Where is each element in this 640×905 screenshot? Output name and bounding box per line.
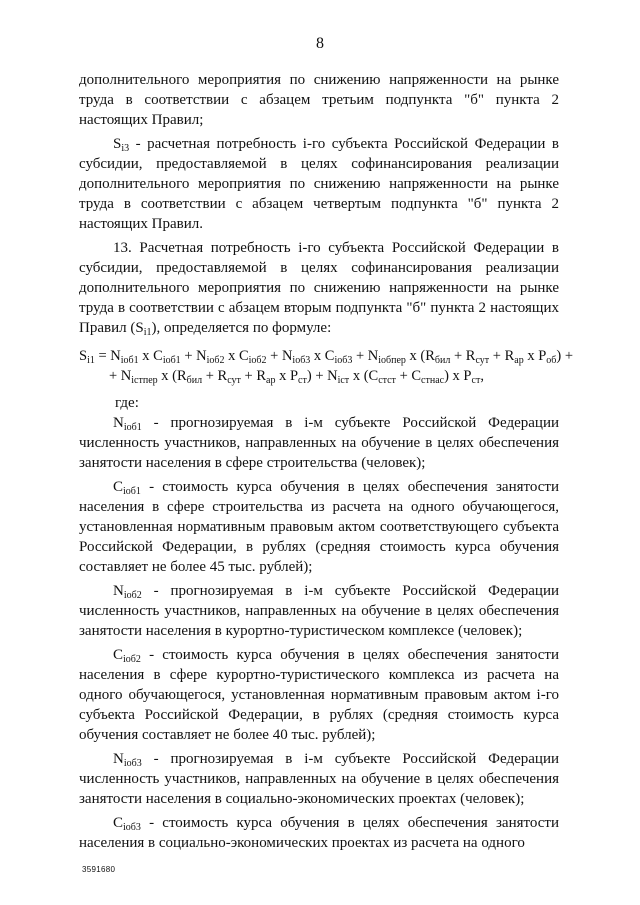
- formula-term: x P: [275, 368, 299, 384]
- paragraph-tail: ), определяется по формуле:: [151, 320, 332, 336]
- formula-subscript: iоб2: [206, 355, 225, 366]
- symbol: S: [113, 136, 122, 152]
- definition-subscript: iоб2: [123, 654, 141, 665]
- definition-text: - стоимость курса обучения в целях обеспечения занятости населения в сфере курортно-туристического комплекса из расчета на одного обучающегося, установленная нормативным правовым актом i-го субъекта Российской Федерации, в рублях (средняя стоимость курса обучения составляет не более 40 тыс. рублей);: [79, 647, 559, 743]
- formula-line-1: [79, 346, 574, 366]
- page-number: 8: [316, 35, 324, 52]
- formula-term: + R: [202, 368, 228, 384]
- formula-subscript: iоб3: [334, 355, 353, 366]
- formula-term: + R: [240, 368, 267, 384]
- formula-term: + N: [109, 368, 132, 384]
- formula-subscript: iстпер: [131, 375, 158, 386]
- formula-subscript: iоб1: [162, 355, 181, 366]
- formula-subscript: сут: [475, 355, 490, 366]
- definition-subscript: iоб3: [123, 758, 142, 769]
- definition-symbol: C: [113, 815, 124, 831]
- formula-term: x C: [224, 348, 249, 364]
- formula-term: ) + N: [306, 368, 338, 384]
- formula-term: = N: [94, 348, 121, 364]
- formula-term: ,: [480, 368, 484, 384]
- formula-subscript: стст: [378, 375, 396, 386]
- definition-subscript: iоб1: [123, 486, 141, 497]
- definition-subscript: iоб3: [123, 822, 141, 833]
- formula-subscript: об: [546, 355, 557, 366]
- definition-paragraph: [79, 413, 559, 473]
- paragraph-text: дополнительного мероприятия по снижению напряженности на рынке труда в соответствии с абзацем третьим подпункта "б" пункта 2 настоящих Правил;: [79, 72, 559, 128]
- definition-paragraph: [79, 477, 559, 577]
- formula-subscript: iоб3: [292, 355, 311, 366]
- formula-subscript: i1: [87, 355, 95, 366]
- formula-line-2: [79, 366, 564, 386]
- definition-paragraph: [79, 581, 559, 641]
- definition-symbol: N: [113, 583, 124, 599]
- formula: [79, 346, 574, 386]
- formula-term: x C: [310, 348, 335, 364]
- formula-term: + N: [352, 348, 379, 364]
- definition-symbol: C: [113, 479, 124, 495]
- formula-subscript: сут: [227, 375, 241, 386]
- definition-text: - прогнозируемая в i-м субъекте Российской Федерации численность участников, направленных на обучение в целях обеспечения занятости населения в курортно-туристическом комплексе (человек);: [79, 583, 559, 639]
- paragraph-continuation: [79, 70, 559, 130]
- formula-subscript: iобпер: [378, 355, 406, 366]
- formula-subscript: ар: [266, 375, 276, 386]
- formula-subscript: стнас: [421, 375, 445, 386]
- formula-term: S: [79, 348, 88, 364]
- formula-subscript: ст: [298, 375, 307, 386]
- formula-term: + N: [266, 348, 293, 364]
- formula-term: ) +: [556, 348, 574, 364]
- formula-subscript: бил: [186, 375, 203, 386]
- formula-term: x (R: [405, 348, 435, 364]
- formula-term: ) x P: [444, 368, 472, 384]
- definition-symbol: N: [113, 415, 124, 431]
- definition-text: - прогнозируемая в i-м субъекте Российской Федерации численность участников, направленных на обучение в целях обеспечения занятости населения в сфере строительства (человек);: [79, 415, 559, 471]
- formula-subscript: ар: [514, 355, 524, 366]
- formula-term: x P: [523, 348, 547, 364]
- formula-term: + N: [180, 348, 207, 364]
- paragraph-text: - расчетная потребность i-го субъекта Российской Федерации в субсидии, предоставляемой в целях софинансирования реализации дополнительного мероприятия по снижению напряженности на рынке труда в соответствии с абзацем четвертым подпункта "б" пункта 2 настоящих Правил.: [79, 136, 559, 232]
- formula-term: + R: [450, 348, 476, 364]
- formula-subscript: бил: [434, 355, 451, 366]
- formula-term: + C: [395, 368, 422, 384]
- definition-subscript: iоб2: [123, 590, 142, 601]
- formula-term: x (R: [157, 368, 187, 384]
- definition-symbol: C: [113, 647, 124, 663]
- paragraph-text: 13. Расчетная потребность i-го субъекта Российской Федерации в субсидии, предоставляемой в целях софинансирования реализации дополнительного мероприятия по снижению напряженности на рынке труда в соответствии с абзацем вторым подпункта "б" пункта 2 настоящих Правил (S: [79, 240, 559, 336]
- formula-subscript: iоб1: [120, 355, 139, 366]
- definition-subscript: iоб1: [123, 422, 142, 433]
- where-label: где:: [115, 395, 139, 411]
- definition-symbol: N: [113, 751, 124, 767]
- definition-text: - стоимость курса обучения в целях обеспечения занятости населения в социально-экономических проектах из расчета на одного: [79, 815, 559, 851]
- formula-term: x (C: [349, 368, 379, 384]
- symbol-subscript: i1: [143, 327, 152, 338]
- body-top: [79, 70, 559, 342]
- paragraph-si3-definition: [79, 134, 559, 234]
- definition-paragraph: [79, 645, 559, 745]
- definition-paragraph: [79, 749, 559, 809]
- formula-subscript: ст: [471, 375, 481, 386]
- formula-term: + R: [489, 348, 515, 364]
- formula-term: x C: [138, 348, 163, 364]
- definition-text: - стоимость курса обучения в целях обеспечения занятости населения в сфере строительства из расчета на одного обучающегося, установленная нормативным правовым актом соответствующего субъекта Российской Федерации, в рублях (средняя стоимость курса обучения составляет не более 45 тыс. рублей);: [79, 479, 559, 575]
- formula-subscript: iоб2: [248, 355, 267, 366]
- document-id: 3591680: [82, 865, 116, 874]
- definitions-list: [79, 413, 559, 857]
- symbol-subscript: i3: [121, 143, 130, 154]
- formula-subscript: iст: [337, 375, 350, 386]
- paragraph-item-13: [79, 238, 559, 338]
- definition-text: - прогнозируемая в i-м субъекте Российской Федерации численность участников, направленных на обучение в целях обеспечения занятости населения в социально-экономических проектах (человек);: [79, 751, 559, 807]
- definition-paragraph: [79, 813, 559, 853]
